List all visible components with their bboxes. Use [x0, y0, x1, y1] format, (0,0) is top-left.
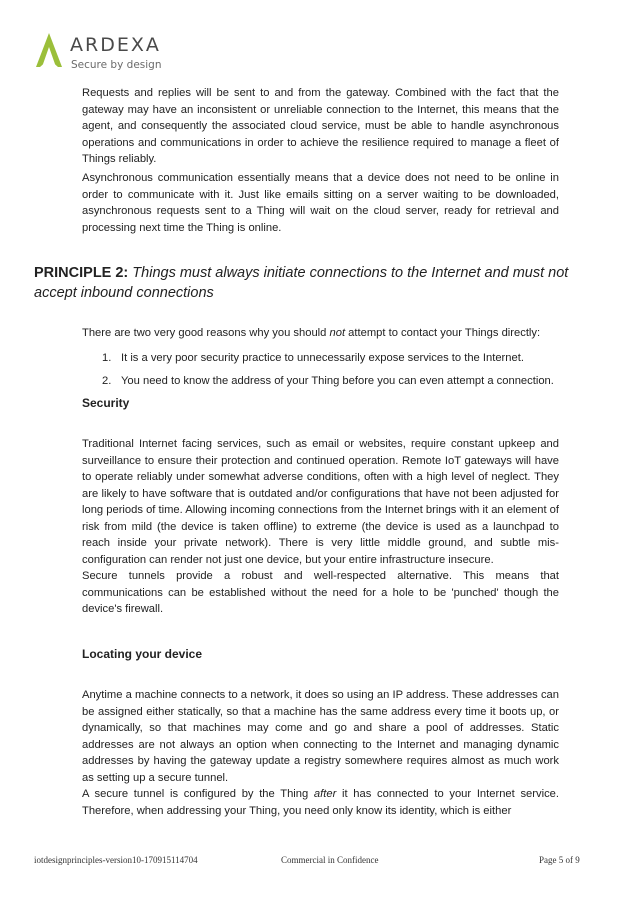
locating-paragraph-2-emphasis: after: [313, 788, 337, 800]
reasons-intro-emphasis: not: [329, 327, 346, 339]
principle-label: PRINCIPLE 2:: [34, 265, 129, 281]
security-paragraph-1: Traditional Internet facing services, such as email or websites, require constant upkeep and surveillance to ensure their protection and continued operation. Remote IoT gateways will have to operate reliably under somewhat adverse conditions, often with a high level of neglect. They are likely to have software that is outdated and/or configurations that have not been adjusted for long periods of time. Allowing incoming connections from the Internet brings with it an element of risk from mild (the device is taken offline) to extreme (the device is used as a launchpad to reach inside your private network). There is very little middle ground, and subtle mis-configuration can render not just one device, but your entire infrastructure insecure.: [82, 438, 559, 566]
footer-page-number: Page 5 of 9: [539, 855, 580, 865]
intro-paragraph-1: Requests and replies will be sent to and from the gateway. Combined with the fact that the gateway may have an inconsistent or unreliable connection to the Internet, this means that the agent, and consequently the associated cloud service, must be able to handle asynchronous operations and communications in order to achieve the resilience required to manage a fleet of Things reliably.: [82, 87, 559, 165]
list-number: 1.: [102, 352, 112, 364]
reasons-intro: [82, 325, 559, 342]
brand-tagline: Secure by design: [71, 59, 162, 71]
list-number: 2.: [102, 375, 112, 387]
footer-confidentiality: Commercial in Confidence: [281, 855, 379, 865]
security-heading: Security: [82, 396, 130, 410]
reasons-intro-text: There are two very good reasons why you should: [82, 327, 330, 339]
intro-paragraph-2: Asynchronous communication essentially means that a device does not need to be online in order to communicate with it. Just like emails sitting on a server waiting to be downloaded, asynchronous requests sent to a Thing will wait on the cloud server, ready for retrieval and processing next time the Thing is online.: [82, 172, 559, 234]
locating-paragraph-1: Anytime a machine connects to a network, it does so using an IP address. These addresses can be assigned either statically, so that a machine has the same address every time it boots up, or dynamically, so that machines may come and go and share a pool of addresses. Static addresses are not always an option when connecting to the Internet and managing dynamic addresses by having the gateway update a registry somewhere requires almost as much work as setting up a secure tunnel.: [82, 689, 559, 784]
company-logo: [34, 31, 184, 73]
list-item: [102, 350, 562, 366]
locating-paragraph-2-text: A secure tunnel is configured by the Thing: [82, 788, 314, 800]
locating-paragraph-2-text-end: it has connected to your Internet service. Therefore, when addressing your Thing, you need only know its identity, which is either: [82, 788, 559, 817]
list-item: [102, 373, 562, 389]
footer-doc-id: iotdesignprinciples-version10-170915114704: [34, 855, 198, 865]
principle-heading: [34, 263, 594, 303]
brand-name: ARDEXA: [70, 34, 161, 56]
principle-text: Things must always initiate connections to the Internet and must not accept inbound connections: [34, 265, 569, 301]
locating-heading: Locating your device: [82, 647, 203, 661]
ardexa-logo-icon: [34, 31, 64, 71]
locating-paragraph-2: [82, 786, 559, 819]
security-paragraph-2: Secure tunnels provide a robust and well-respected alternative. This means that communications can be established without the need for a hole to be 'punched' though the device's firewall.: [82, 570, 559, 615]
reasons-intro-text-end: attempt to contact your Things directly:: [345, 327, 541, 339]
list-text: You need to know the address of your Thing before you can even attempt a connection.: [121, 375, 554, 387]
list-text: It is a very poor security practice to unnecessarily expose services to the Internet.: [121, 352, 524, 364]
